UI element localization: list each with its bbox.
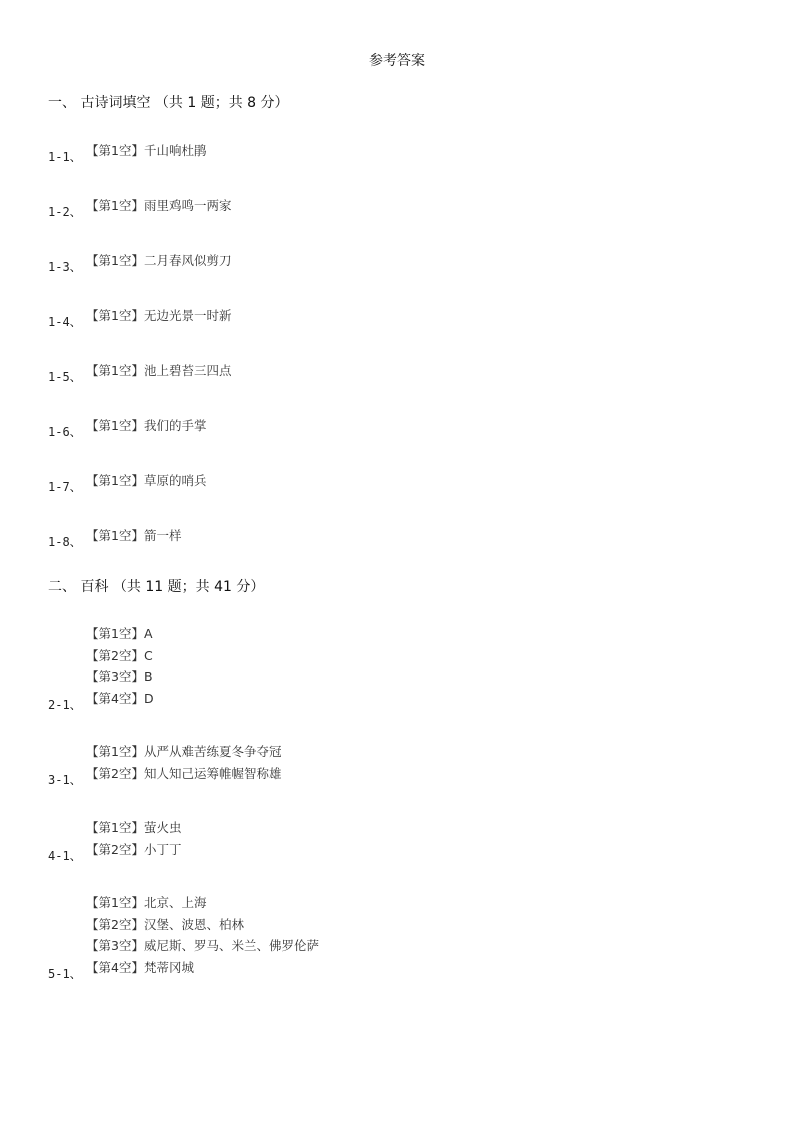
blank-label: 【第3空】 (86, 938, 144, 953)
blank-label: 【第1空】 (86, 626, 144, 641)
blank-label: 【第1空】 (86, 143, 144, 158)
blank-label: 【第1空】 (86, 473, 144, 488)
blank-label: 【第1空】 (86, 363, 144, 378)
blank-label: 【第2空】 (86, 648, 144, 663)
item-number: 1-7、 (48, 480, 82, 494)
answer-text: 梵蒂冈城 (143, 960, 194, 975)
blank-label: 【第1空】 (86, 308, 144, 323)
answer-text: 我们的手掌 (143, 418, 207, 433)
blank-label: 【第4空】 (86, 960, 144, 975)
answer-line (86, 938, 319, 954)
answer-line (86, 528, 181, 544)
item-number: 1-8、 (48, 535, 82, 549)
answer-line (86, 143, 206, 159)
answer-line (86, 473, 206, 489)
answer-line (86, 895, 206, 911)
answer-text: 小丁丁 (143, 842, 182, 857)
answer-line (86, 917, 244, 933)
item-number: 1-5、 (48, 370, 82, 384)
blank-label: 【第2空】 (86, 917, 144, 932)
answer-text: 草原的哨兵 (143, 473, 207, 488)
item-number: 1-6、 (48, 425, 82, 439)
item-number: 1-1、 (48, 150, 82, 164)
blank-label: 【第4空】 (86, 691, 144, 706)
blank-label: 【第1空】 (86, 820, 144, 835)
answer-text: 汉堡、波恩、柏林 (143, 917, 244, 932)
blank-label: 【第2空】 (86, 766, 144, 781)
answer-line (86, 308, 231, 324)
answer-line (86, 820, 181, 836)
blank-label: 【第1空】 (86, 895, 144, 910)
blank-label: 【第1空】 (86, 253, 144, 268)
answer-line (86, 198, 231, 214)
answer-text: 箭一样 (143, 528, 182, 543)
answer-line (86, 626, 153, 642)
section-heading-2: 二、 百科 （共 11 题；共 41 分） (48, 579, 265, 595)
answer-text: 二月春风似剪刀 (143, 253, 232, 268)
item-number: 1-3、 (48, 260, 82, 274)
answer-line (86, 253, 231, 269)
answer-text: 雨里鸡鸣一两家 (143, 198, 232, 213)
answer-text: 从严从难苦练夏冬争夺冠 (143, 744, 282, 759)
answer-text: C (143, 648, 153, 663)
answer-line (86, 691, 154, 707)
answer-text: 萤火虫 (143, 820, 182, 835)
answer-line (86, 766, 281, 782)
blank-label: 【第1空】 (86, 198, 144, 213)
answer-text: D (143, 691, 154, 706)
item-number: 1-2、 (48, 205, 82, 219)
blank-label: 【第1空】 (86, 744, 144, 759)
item-number: 4-1、 (48, 849, 82, 863)
answer-text: 池上碧苔三四点 (143, 363, 232, 378)
page-title: 参考答案 (369, 53, 425, 69)
answer-line (86, 744, 281, 760)
answer-text: 威尼斯、罗马、米兰、佛罗伦萨 (143, 938, 319, 953)
blank-label: 【第1空】 (86, 418, 144, 433)
blank-label: 【第3空】 (86, 669, 144, 684)
answer-text: 千山响杜鹃 (143, 143, 207, 158)
answer-text: 知人知己运筹帷幄智称雄 (143, 766, 282, 781)
answer-text: 北京、上海 (143, 895, 207, 910)
answer-line (86, 418, 206, 434)
answer-line (86, 842, 181, 858)
item-number: 1-4、 (48, 315, 82, 329)
answer-text: 无边光景一时新 (143, 308, 232, 323)
section-heading-1: 一、 古诗词填空 （共 1 题；共 8 分） (48, 95, 289, 111)
item-number: 2-1、 (48, 698, 82, 712)
blank-label: 【第2空】 (86, 842, 144, 857)
answer-line (86, 648, 153, 664)
answer-line (86, 363, 231, 379)
answer-line (86, 960, 194, 976)
item-number: 3-1、 (48, 773, 82, 787)
blank-label: 【第1空】 (86, 528, 144, 543)
answer-text: A (143, 626, 153, 641)
answer-text: B (143, 669, 153, 684)
item-number: 5-1、 (48, 967, 82, 981)
answer-line (86, 669, 153, 685)
